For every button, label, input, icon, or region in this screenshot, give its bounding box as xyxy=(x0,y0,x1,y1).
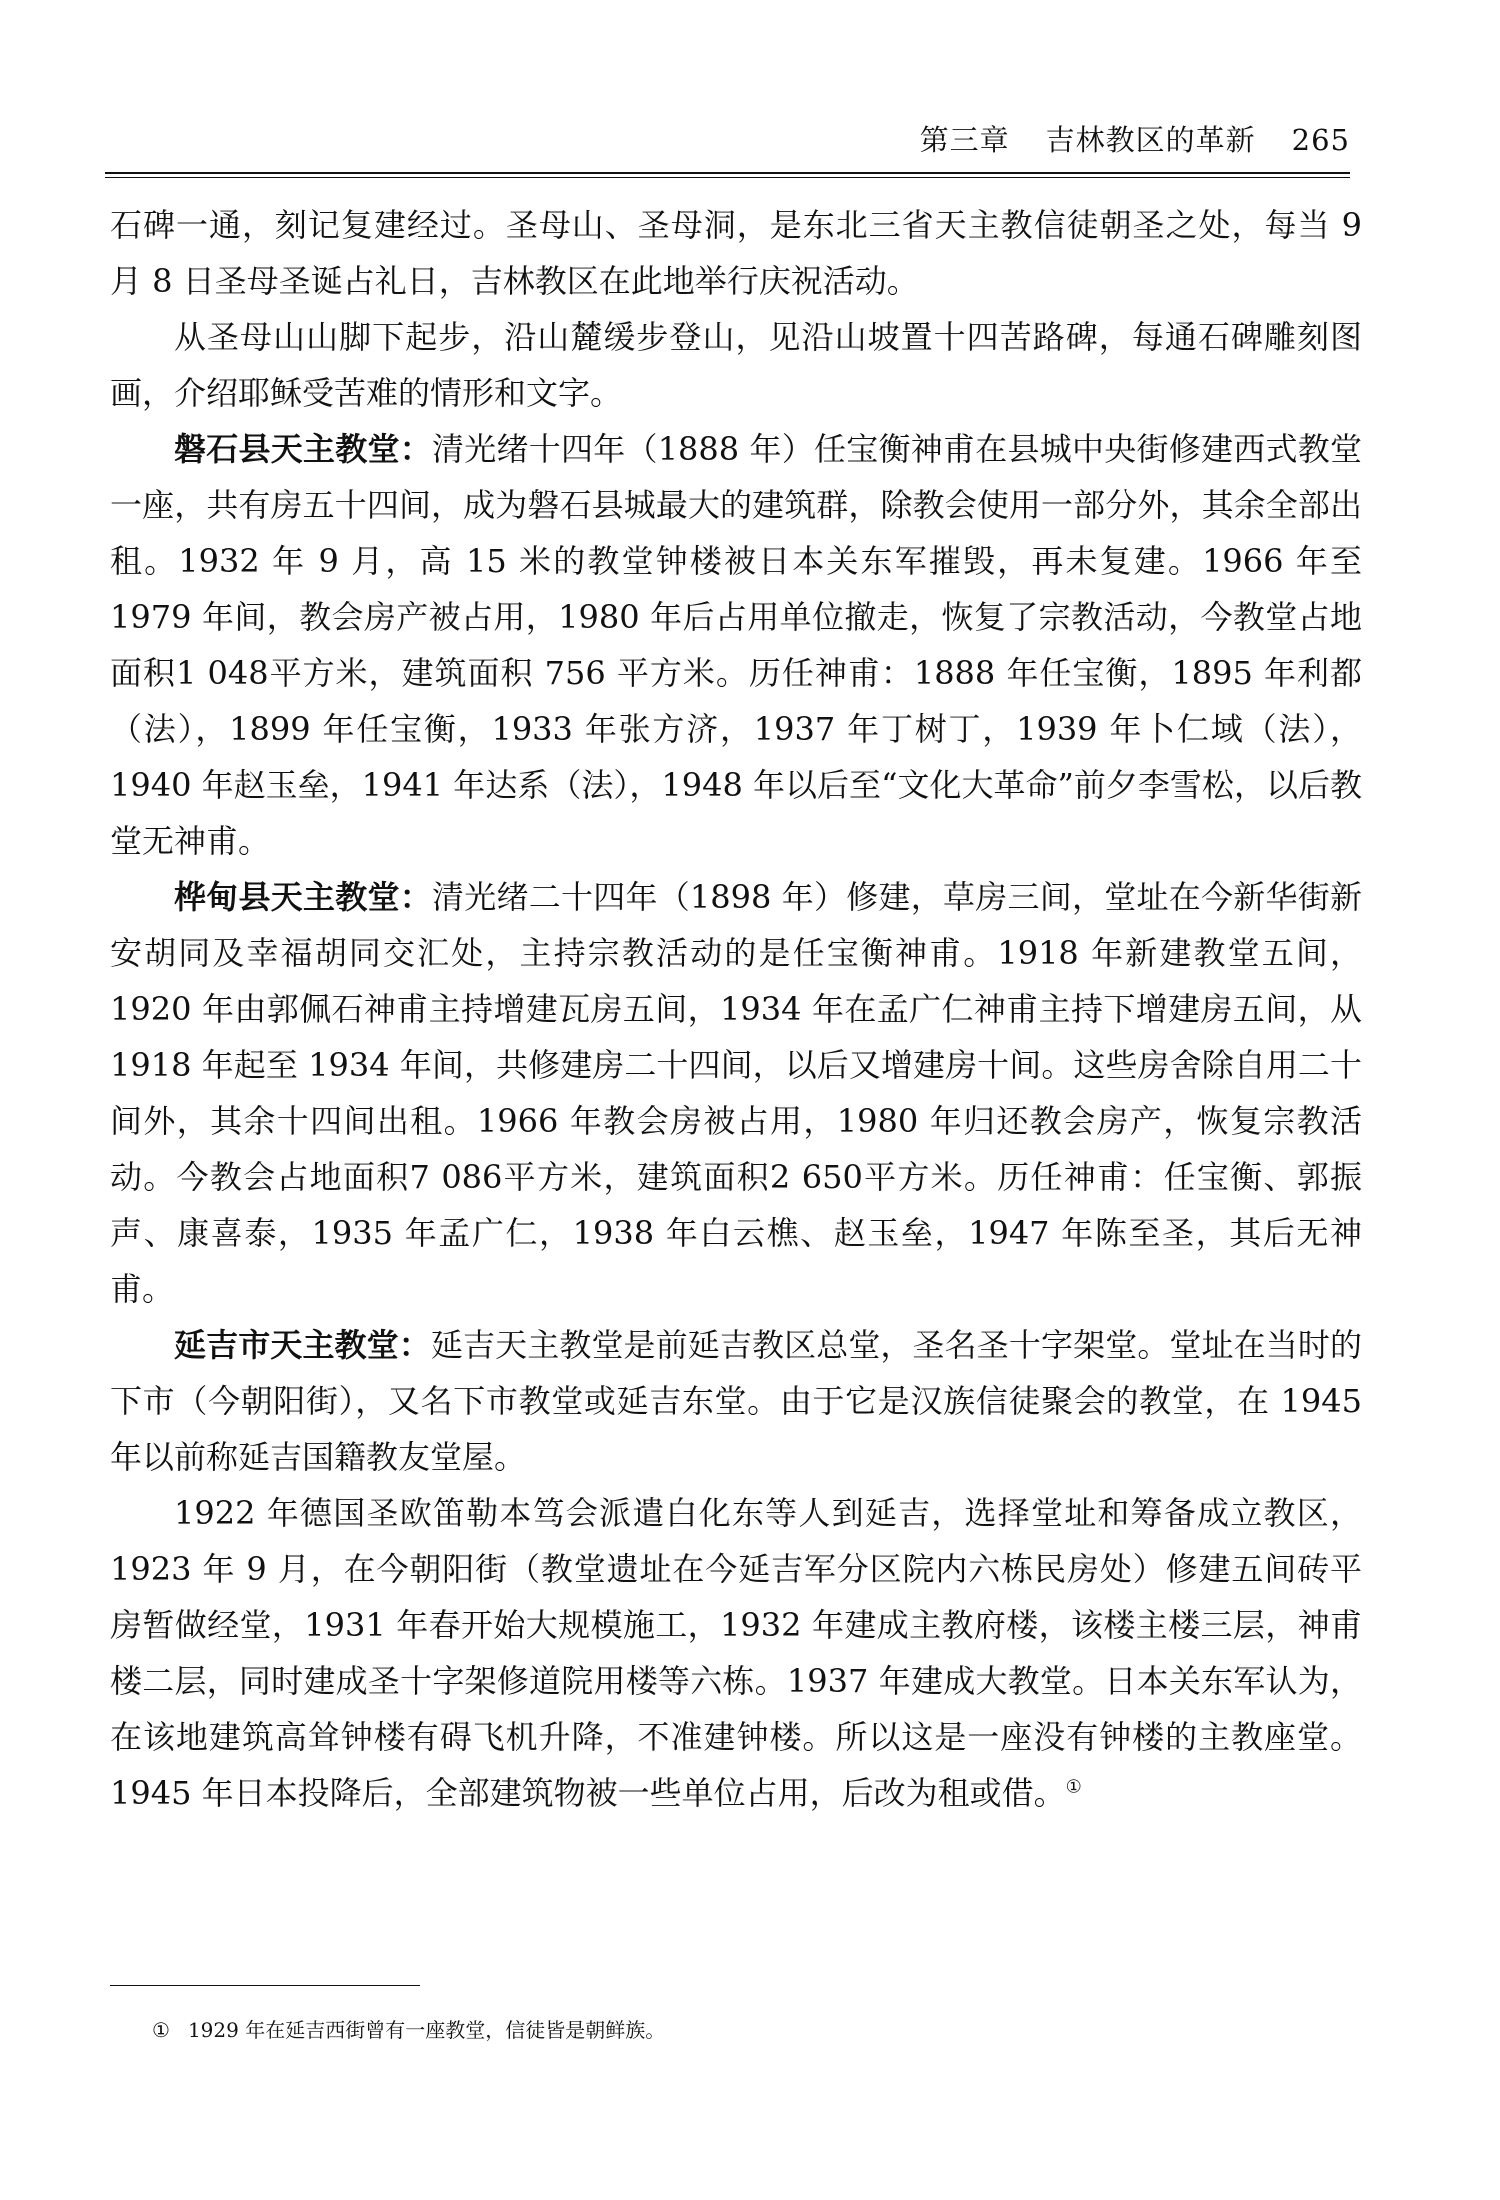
chapter-title: 吉林教区的革新 xyxy=(1045,123,1256,157)
footnote xyxy=(152,2016,665,2044)
chapter-label: 第三章 xyxy=(919,123,1010,157)
paragraph: 从圣母山山脚下起步，沿山麓缓步登山，见沿山坡置十四苦路碑，每通石碑雕刻图画，介绍耶稣受苦难的情形和文字。 xyxy=(110,318,1362,412)
page-number: 265 xyxy=(1291,123,1350,157)
footnote-reference: ① xyxy=(1065,1776,1082,1798)
section-heading: 磐石县天主教堂： xyxy=(174,430,432,468)
paragraph xyxy=(110,1485,1362,1821)
section-heading: 延吉市天主教堂： xyxy=(174,1326,431,1364)
body-text xyxy=(110,197,1362,1821)
footnote-text: 1929 年在延吉西街曾有一座教堂，信徒皆是朝鲜族。 xyxy=(187,2018,666,2042)
paragraph-text: 清光绪十四年（1888 年）任宝衡神甫在县城中央街修建西式教堂一座，共有房五十四间，成为磐石县城最大的建筑群，除教会使用一部分外，其余全部出租。1932 年 9 月，高 15 米的教堂钟楼被日本关东军摧毁，再未复建。1966 年至 1979 年间，教会房产被占用，1980 年后占用单位撤走，恢复了宗教活动，今教堂占地面积1 048平方米，建筑面积 756 平方米。历任神甫：1888 年任宝衡，1895 年利都（法），1899 年任宝衡，1933 年张方济，1937 年丁树丁，1939 年卜仁域（法），1940 年赵玉垒，1941 年达系（法），1948 年以后至“文化大革命”前夕李雪松，以后教堂无神甫。 xyxy=(110,430,1362,860)
paragraph-yanji-church xyxy=(110,1317,1362,1485)
footnote-mark: ① xyxy=(152,2018,170,2042)
footnote-rule xyxy=(110,1985,420,1986)
paragraph: 石碑一通，刻记复建经过。圣母山、圣母洞，是东北三省天主教信徒朝圣之处，每当 9 月 8 日圣母圣诞占礼日，吉林教区在此地举行庆祝活动。 xyxy=(110,206,1362,300)
paragraph-text: 清光绪二十四年（1898 年）修建，草房三间，堂址在今新华街新安胡同及幸福胡同交汇处，主持宗教活动的是任宝衡神甫。1918 年新建教堂五间，1920 年由郭佩石神甫主持增建瓦房五间，1934 年在孟广仁神甫主持下增建房五间，从 1918 年起至 1934 年间，共修建房二十四间，以后又增建房十间。这些房舍除自用二十间外，其余十四间出租。1966 年教会房被占用，1980 年归还教会房产，恢复宗教活动。今教会占地面积7 086平方米，建筑面积2 650平方米。历任神甫：任宝衡、郭振声、康喜泰，1935 年孟广仁，1938 年白云樵、赵玉垒，1947 年陈至圣，其后无神甫。 xyxy=(110,878,1362,1308)
section-heading: 桦甸县天主教堂： xyxy=(174,878,432,916)
paragraph-text: 延吉天主教堂是前延吉教区总堂，圣名圣十字架堂。堂址在当时的下市（今朝阳街），又名下市教堂或延吉东堂。由于它是汉族信徒聚会的教堂，在 1945 年以前称延吉国籍教友堂屋。 xyxy=(110,1326,1362,1476)
header-rule xyxy=(105,172,1350,174)
paragraph-text: 1922 年德国圣欧笛勒本笃会派遣白化东等人到延吉，选择堂址和筹备成立教区，1923 年 9 月，在今朝阳街（教堂遗址在今延吉军分区院内六栋民房处）修建五间砖平房暂做经堂，1931 年春开始大规模施工，1932 年建成主教府楼，该楼主楼三层，神甫楼二层，同时建成圣十字架修道院用楼等六栋。1937 年建成大教堂。日本关东军认为，在该地建筑高耸钟楼有碍飞机升降，不准建钟楼。所以这是一座没有钟楼的主教座堂。1945 年日本投降后，全部建筑物被一些单位占用，后改为租或借。 xyxy=(110,1494,1362,1812)
running-header xyxy=(105,118,1350,168)
paragraph-panshi-church xyxy=(110,421,1362,869)
paragraph-huadian-church xyxy=(110,869,1362,1317)
header-rule-thin xyxy=(105,177,1350,178)
